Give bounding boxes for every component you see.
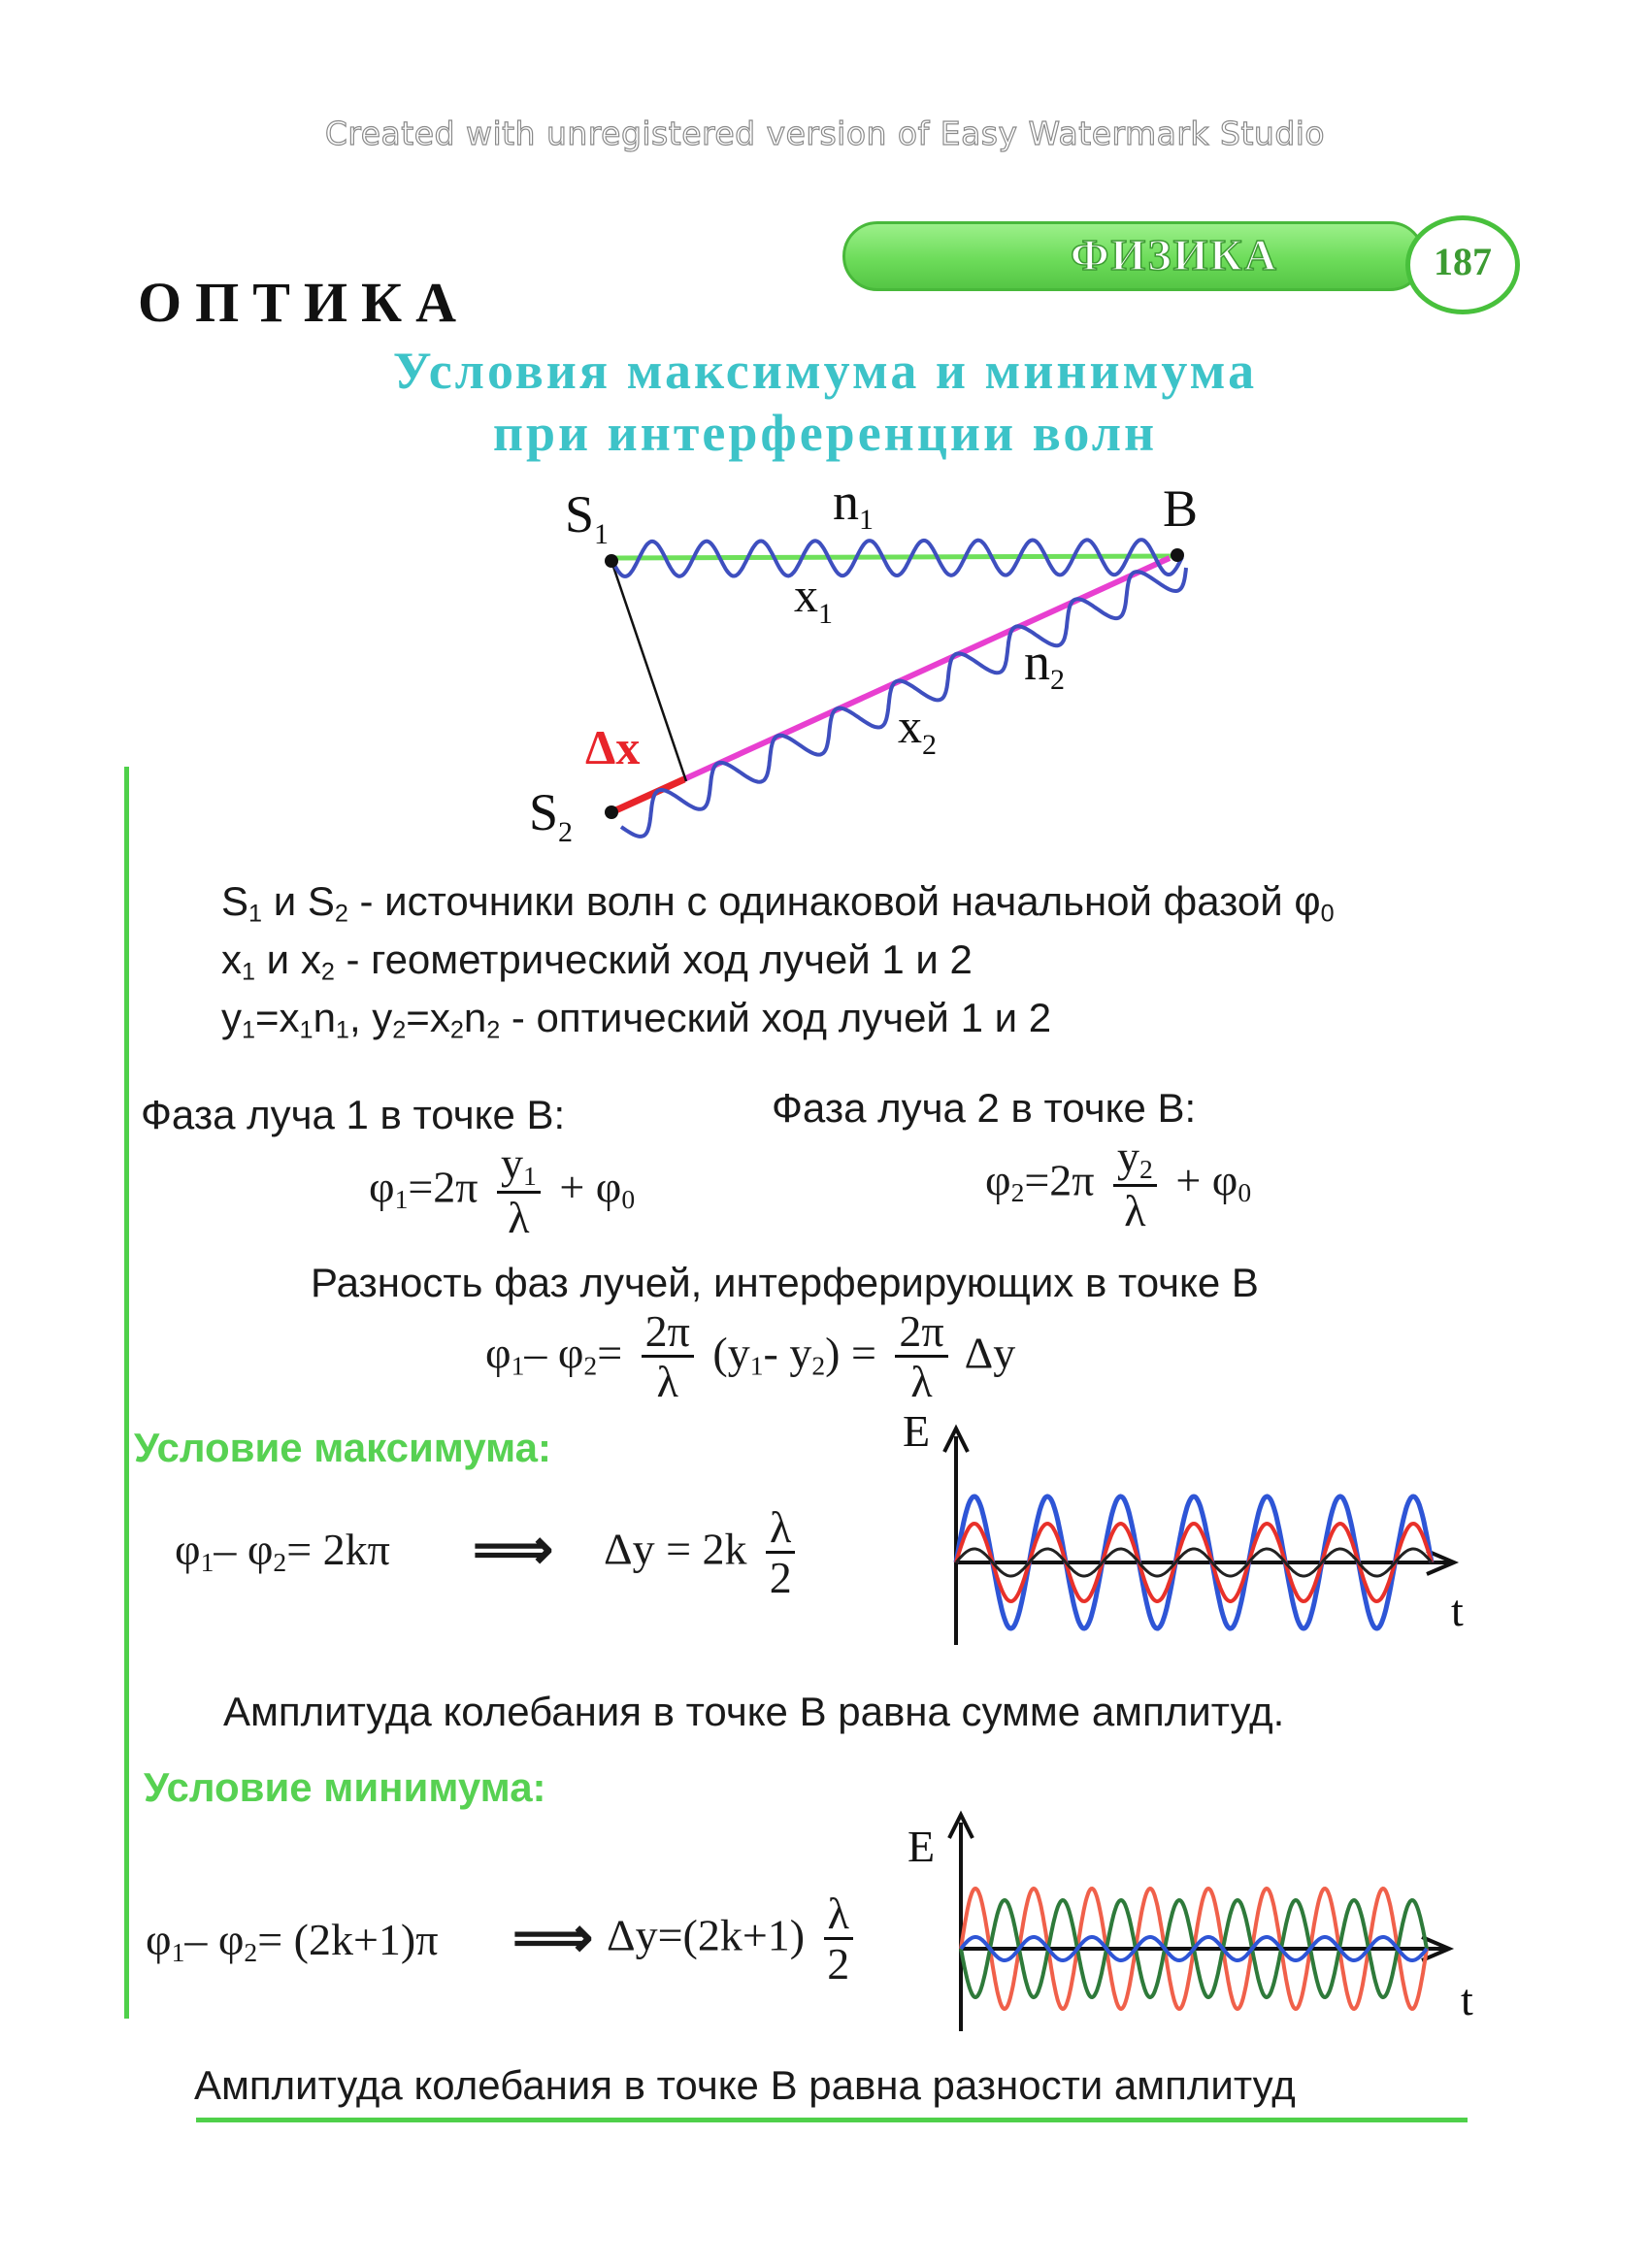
topic-title-line-2: при интерференции волн: [492, 404, 1158, 462]
label-delta-x: Δx: [585, 720, 641, 774]
minimum-graph-e-label: E: [908, 1822, 936, 1871]
definition-optical-path: $y_1=x_1n_1$, $y_2=x_2n_2$ - оптический ход лучей 1 и 2: [221, 995, 1052, 1044]
label-x1: $x_1$: [794, 568, 833, 630]
point-b-dot: [1171, 548, 1184, 562]
source-s2-dot: [605, 805, 618, 819]
maximum-path-difference: Δy = 2k $\frac{\lambda}{2}$: [604, 1504, 803, 1603]
watermark-text: Created with unregistered version of Easy Watermark Studio: [324, 115, 1326, 152]
path-2-line: [611, 558, 1170, 812]
left-green-rule: [124, 767, 129, 2019]
definition-geometric-path: $x_1$ и $x_2$ - геометрический ход лучей 1 и 2: [221, 937, 973, 986]
maximum-graph-e-label: E: [903, 1406, 931, 1456]
minimum-formula: $\varphi_1-$ $\varphi_2= (2k+1)\pi$: [146, 1915, 439, 1967]
topic-title-line-1: Условия максимума и минимума: [392, 342, 1258, 400]
maximum-heading: Условие максимума:: [134, 1425, 551, 1470]
label-x2: $x_2$: [898, 699, 937, 761]
label-s2: $S_2$: [529, 783, 574, 848]
minimum-heading: Условие минимума:: [144, 1764, 546, 1810]
phase-difference-fraction-1: $\frac{2\pi}{\lambda}$: [642, 1308, 694, 1407]
phase-difference-heading: Разность фаз лучей, интерферирующих в точке B: [311, 1260, 1259, 1305]
phase-2-fraction: $\frac{y_2}{\lambda}$: [1113, 1134, 1157, 1235]
phase-2-heading: Фаза луча 2 в точке B:: [772, 1085, 1197, 1131]
phase-difference-fraction-2: $\frac{2\pi}{\lambda}$: [895, 1308, 947, 1407]
minimum-implies-arrow: ⟹: [512, 1906, 594, 1969]
maximum-wave-graph: [903, 1406, 1475, 1660]
maximum-formula: $\varphi_1-$ $\varphi_2= 2k\pi$: [175, 1525, 390, 1577]
label-s1: $S_1$: [565, 485, 610, 550]
minimum-graph-t-label: t: [1461, 1975, 1473, 2024]
interference-diagram: [0, 0, 1650, 873]
phase-1-fraction: $\frac{y_1}{\lambda}$: [497, 1140, 541, 1242]
minimum-fraction: $\frac{\lambda}{2}$: [824, 1890, 853, 1989]
definition-sources: $S_1$ и $S_2$ - источники волн с одинаковой начальной фазой $\varphi_0$: [221, 878, 1335, 928]
minimum-path-difference: Δy=(2k+1) $\frac{\lambda}{2}$: [607, 1890, 861, 1989]
maximum-conclusion: Амплитуда колебания в точке B равна сумме амплитуд.: [223, 1689, 1285, 1734]
minimum-conclusion: Амплитуда колебания в точке B равна разности амплитуд: [194, 2062, 1296, 2108]
subject-label: ФИЗИКА: [1071, 230, 1278, 279]
phase-1-formula: $\varphi_1=2\pi$ $\frac{y_1}{\lambda}$ + $\varphi_0$: [369, 1138, 636, 1242]
label-n2: n2: [1024, 633, 1065, 696]
section-title: ОПТИКА: [138, 271, 470, 334]
minimum-wave-graph: [908, 1803, 1495, 2046]
maximum-fraction: $\frac{\lambda}{2}$: [766, 1504, 795, 1603]
phase-1-heading: Фаза луча 1 в точке B:: [141, 1092, 566, 1137]
maximum-implies-arrow: ⟹: [473, 1518, 554, 1581]
maximum-graph-t-label: t: [1451, 1586, 1464, 1635]
bottom-green-rule: [196, 2118, 1468, 2122]
page-number: 187: [1434, 240, 1492, 283]
source-s1-dot: [605, 554, 618, 568]
phase-difference-formula: $\varphi_1-$ $\varphi_2=$ $\frac{2\pi}{\lambda}$ ($y_1-$ $y_2$) = $\frac{2\pi}{\lambda}$ Δy: [485, 1306, 1016, 1407]
label-n1: n1: [833, 473, 874, 536]
label-b: B: [1163, 479, 1199, 538]
phase-2-formula: $\varphi_2=2\pi$ $\frac{y_2}{\lambda}$ + $\varphi_0$: [985, 1132, 1252, 1235]
